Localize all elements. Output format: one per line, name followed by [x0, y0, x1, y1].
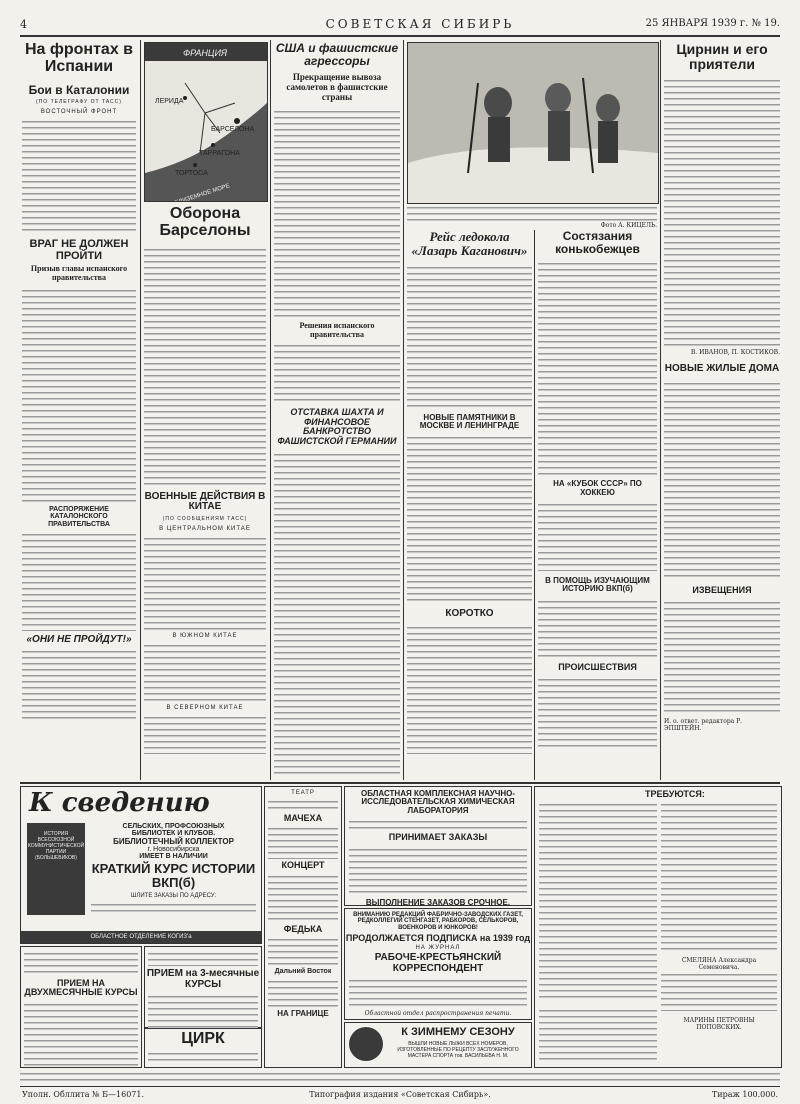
- ad-book-title: КРАТКИЙ КУРС ИСТОРИИ ВКП(б): [91, 861, 256, 890]
- article-text: [144, 642, 266, 702]
- classified-text: [661, 971, 777, 1011]
- ad-subs-attn: ВНИМАНИЮ РЕДАКЦИЙ ФАБРИЧНО-ЗАВОДСКИХ ГАЗЕТ, РЕДКОЛЛЕГИЙ СТЕНГАЗЕТ, РАБКОРОВ, СЕЛЬКОРОВ, ВОЕНКОРОВ И ЮНКОРОВ!: [353, 912, 523, 931]
- classified-text: [539, 801, 657, 1001]
- column-divider: [140, 40, 141, 780]
- ad-play-4: НА ГРАНИЦЕ: [277, 1008, 329, 1018]
- spain-headline3: РАСПОРЯЖЕНИЕ КАТАЛОНСКОГО ПРАВИТЕЛЬСТВА: [48, 505, 110, 528]
- china-section1: В ЦЕНТРАЛЬНОМ КИТАЕ: [159, 525, 251, 532]
- article-text: [349, 846, 527, 896]
- article-text: [24, 1001, 138, 1066]
- spain-source: (ПО ТЕЛЕГРАФУ ОТ ТАСС): [36, 99, 122, 106]
- ad-book-line: БИБЛИОТЕЧНЫЙ КОЛЛЕКТОР: [113, 837, 234, 846]
- column-tsirnin: [664, 42, 780, 732]
- ad-ski-text: ВЫШЛИ НОВЫЕ ЛЫЖИ ВСЕХ НОМЕРОВ, ИЗГОТОВЛЕННЫЕ ПО РЕЦЕПТУ ЗАСЛУЖЕННОГО МАСТЕРА СПОРТА тов. ВАСИЛЬЕВА Н. М.: [397, 1041, 519, 1059]
- editor-line: И. о. ответ. редактора Р. ЭПШТЕЙН.: [664, 718, 743, 733]
- ad-subs-line: ПРОДОЛЖАЕТСЯ ПОДПИСКА на 1939 год: [345, 932, 531, 943]
- ads-rule: [20, 782, 780, 784]
- article-text: [349, 977, 527, 1007]
- article-text: [664, 599, 780, 714]
- ad-theatre-title: ТЕАТР: [291, 790, 315, 796]
- spain-title: На фронтах в Испании: [24, 41, 134, 75]
- ad-courses-1: [20, 946, 142, 1068]
- ad-book-line: ИМЕЕТ В НАЛИЧИИ: [139, 853, 208, 860]
- issue-date: 25 ЯНВАРЯ 1939 г. № 19.: [645, 18, 780, 29]
- ad-skis: [344, 1022, 532, 1068]
- book-cover: [27, 823, 85, 915]
- article-text: [268, 936, 338, 966]
- china-section3: В СЕВЕРНОМ КИТАЕ: [166, 704, 244, 711]
- ski-photo: [407, 42, 659, 204]
- column-spain: [22, 42, 136, 723]
- ad-circus: [144, 1028, 262, 1068]
- map-label-barcelona: БАРСЕЛОНА: [211, 126, 255, 133]
- tsirnin-author: В. ИВАНОВ, П. КОСТИКОВ.: [690, 349, 780, 357]
- article-text: [407, 624, 532, 754]
- ad-book-footer: ОБЛАСТНОЕ ОТДЕЛЕНИЕ КОГИЗ'а: [21, 931, 261, 943]
- houses-headline: НОВЫЕ ЖИЛЫЕ ДОМА: [664, 363, 780, 375]
- phones-line: [20, 1070, 780, 1082]
- ad-book-line: СЕЛЬСКИХ, ПРОФСОЮЗНЫХ: [122, 823, 225, 830]
- article-text: [22, 531, 136, 631]
- column-divider: [403, 40, 404, 780]
- column-icebreaker: [407, 230, 532, 754]
- briefly-headline: КОРОТКО: [445, 608, 494, 620]
- usa-title: США и фашистские агрессоры: [275, 41, 399, 68]
- spain-section: ВОСТОЧНЫЙ ФРОНТ: [40, 109, 118, 116]
- page-number: 4: [20, 18, 27, 31]
- column-divider: [270, 40, 271, 780]
- ad-book-text: [91, 823, 256, 913]
- footer-center: Типография издания «Советская Сибирь».: [309, 1090, 491, 1099]
- ad-book-orders: ШЛИТЕ ЗАКАЗЫ ПО АДРЕСУ:: [130, 893, 217, 899]
- classified-text: [661, 801, 777, 951]
- article-text: [22, 287, 136, 502]
- ad-subs-footer: Областной отдел распространения печати.: [364, 1010, 512, 1018]
- column-barcelona: [144, 206, 266, 754]
- ad-book-address: [91, 901, 256, 913]
- ad-play-2: КОНЦЕРТ: [281, 860, 325, 871]
- article-text: [274, 451, 400, 776]
- map-city-dot: [211, 143, 215, 147]
- ad-play-1: МАЧЕХА: [283, 813, 323, 823]
- map-city-dot: [193, 163, 197, 167]
- tsirnin-title: Цирнин и его приятели: [676, 41, 768, 72]
- ad-book-line: БИБЛИОТЕК И КЛУБОВ.: [131, 830, 216, 837]
- photo-credit: Фото А. КИЦЕЛЬ.: [600, 222, 657, 229]
- masthead: СОВЕТСКАЯ СИБИРЬ: [325, 17, 515, 31]
- ad-book-line: г. Новосибирска: [147, 846, 200, 853]
- ad-obit-1: СМЕЛЯНА Александра Семеновича.: [681, 957, 757, 971]
- china-section2: В ЮЖНОМ КИТАЕ: [172, 632, 238, 639]
- schacht-headline: ОТСТАВКА ШАХТА И ФИНАНСОВОЕ БАНКРОТСТВО ФАШИСТСКОЙ ГЕРМАНИИ: [277, 407, 397, 446]
- column-divider: [534, 230, 535, 780]
- ad-lab: [344, 786, 532, 906]
- hockey-headline: НА «КУБОК СССР» ПО ХОККЕЮ: [553, 479, 642, 497]
- ad-theatre: [264, 786, 342, 1068]
- map-catalonia: [144, 42, 268, 202]
- page-header: [20, 14, 780, 34]
- history-headline: В ПОМОЩЬ ИЗУЧАЮЩИМ ИСТОРИЮ ВКП(б): [545, 575, 650, 594]
- column-divider: [660, 40, 661, 780]
- monuments-headline: НОВЫЕ ПАМЯТНИКИ В МОСКВЕ И ЛЕНИНГРАДЕ: [419, 412, 520, 430]
- book-cover-title: ИСТОРИЯ ВСЕСОЮЗНОЙ КОММУНИСТИЧЕСКОЙ ПАРТИИ (БОЛЬШЕВИКОВ): [27, 831, 85, 861]
- map-city-dot: [183, 96, 187, 100]
- article-text: [22, 118, 136, 233]
- article-text: [538, 676, 657, 751]
- skating-title: Состязания конькобежцев: [555, 229, 640, 256]
- footer-rule: [20, 1086, 780, 1087]
- map-label-tortosa: ТОРТОСА: [175, 170, 208, 177]
- ad-lab-accepts: ПРИНИМАЕТ ЗАКАЗЫ: [388, 832, 488, 843]
- china-headline: ВОЕННЫЕ ДЕЙСТВИЯ В КИТАЕ: [144, 490, 266, 513]
- footer-left: Уполн. Обллита № Б—16071.: [22, 1090, 145, 1099]
- article-text: [268, 978, 338, 1008]
- map-label-tarragona: ТАРРАГОНА: [199, 150, 240, 157]
- article-text: [148, 993, 258, 1028]
- ad-jobs-title: ТРЕБУЮТСЯ:: [645, 789, 705, 799]
- article-text: [664, 380, 780, 580]
- article-text: [144, 246, 266, 486]
- icebreaker-title: Рейс ледокола «Лазарь Каганович»: [411, 229, 528, 259]
- article-text: [407, 264, 532, 409]
- article-text: [274, 342, 400, 402]
- ski-logo-icon: [349, 1027, 383, 1061]
- ad-courses-2: [144, 946, 262, 1028]
- china-source: (ПО СООБЩЕНИЯМ ТАСС): [162, 515, 248, 522]
- article-text: [144, 535, 266, 630]
- spain-headline2: ВРАГ НЕ ДОЛЖЕН ПРОЙТИ: [29, 238, 129, 262]
- map-label-lerida: ЛЕРИДА: [155, 98, 184, 105]
- column-skating: [538, 230, 657, 751]
- article-text: [664, 77, 780, 347]
- ad-book-heading: К сведению: [29, 788, 210, 818]
- ad-subs-on: НА ЖУРНАЛ: [415, 945, 461, 952]
- footer-right: Тираж 100.000.: [711, 1090, 778, 1099]
- usa-subtitle: Прекращение вывоза самолетов в фашистские страны: [286, 72, 388, 102]
- ad-subs-journal: РАБОЧЕ-КРЕСТЬЯНСКИЙ КОРРЕСПОНДЕНТ: [374, 952, 502, 974]
- map-graphic: [145, 43, 267, 201]
- ad-subscription: [344, 908, 532, 1020]
- article-text: [148, 950, 258, 966]
- ad-cinema: Дальний Восток: [274, 968, 332, 976]
- ad-circus-title: ЦИРК: [181, 1030, 225, 1047]
- ad-courses-2-title: ПРИЕМ на 3-месячные КУРСЫ: [146, 968, 260, 990]
- ad-classifieds: [534, 786, 782, 1068]
- photo-skiers: [408, 43, 658, 203]
- map-label-sea: СРЕДИЗЕМНОЕ МОРЕ: [166, 183, 231, 201]
- article-text: [144, 714, 266, 754]
- article-text: [538, 598, 657, 658]
- ad-lab-exec: ВЫПОЛНЕНИЕ ЗАКАЗОВ СРОЧНОЕ.: [365, 897, 511, 907]
- article-text: [538, 501, 657, 571]
- article-text: [22, 648, 136, 723]
- photo-caption-text: [407, 204, 657, 222]
- article-text: [349, 818, 527, 830]
- article-text: [274, 108, 400, 318]
- barcelona-title: Оборона Барселоны: [159, 205, 251, 239]
- ad-book: [20, 786, 262, 944]
- article-text: [268, 798, 338, 812]
- ad-obit-2: МАРИНЫ ПЕТРОВНЫ ПОПОВСКИХ.: [683, 1017, 755, 1031]
- spain-headline2-sub: Призыв главы испанского правительства: [30, 264, 128, 283]
- header-rule: [20, 35, 780, 37]
- article-text: [538, 260, 657, 475]
- article-text: [268, 825, 338, 859]
- map-label-france: ФРАНЦИЯ: [182, 48, 228, 58]
- barcelona-decisions: Решения испанского правительства: [299, 320, 375, 339]
- spain-subtitle: Бои в Каталонии: [28, 82, 130, 97]
- incidents-headline: ПРОИСШЕСТВИЯ: [558, 661, 637, 672]
- spain-headline4: «ОНИ НЕ ПРОЙДУТ!»: [26, 633, 132, 645]
- ad-lab-title: ОБЛАСТНАЯ КОМПЛЕКСНАЯ НАУЧНО-ИССЛЕДОВАТЕЛЬСКАЯ ХИМИЧЕСКАЯ ЛАБОРАТОРИЯ: [360, 789, 516, 815]
- article-text: [148, 1050, 258, 1062]
- article-text: [407, 434, 532, 604]
- ad-play-3: ФЕДЬКА: [283, 923, 323, 934]
- article-text: [24, 950, 138, 976]
- column-usa: [274, 42, 400, 776]
- ad-ski-title: К ЗИМНЕМУ СЕЗОНУ: [401, 1026, 515, 1038]
- article-text: [268, 873, 338, 923]
- map-city-dot: [234, 118, 240, 124]
- ad-courses-1-title: ПРИЕМ НА ДВУХМЕСЯЧНЫЕ КУРСЫ: [24, 978, 138, 998]
- notices-headline: ИЗВЕЩЕНИЯ: [692, 584, 752, 595]
- classified-text: [539, 1007, 657, 1061]
